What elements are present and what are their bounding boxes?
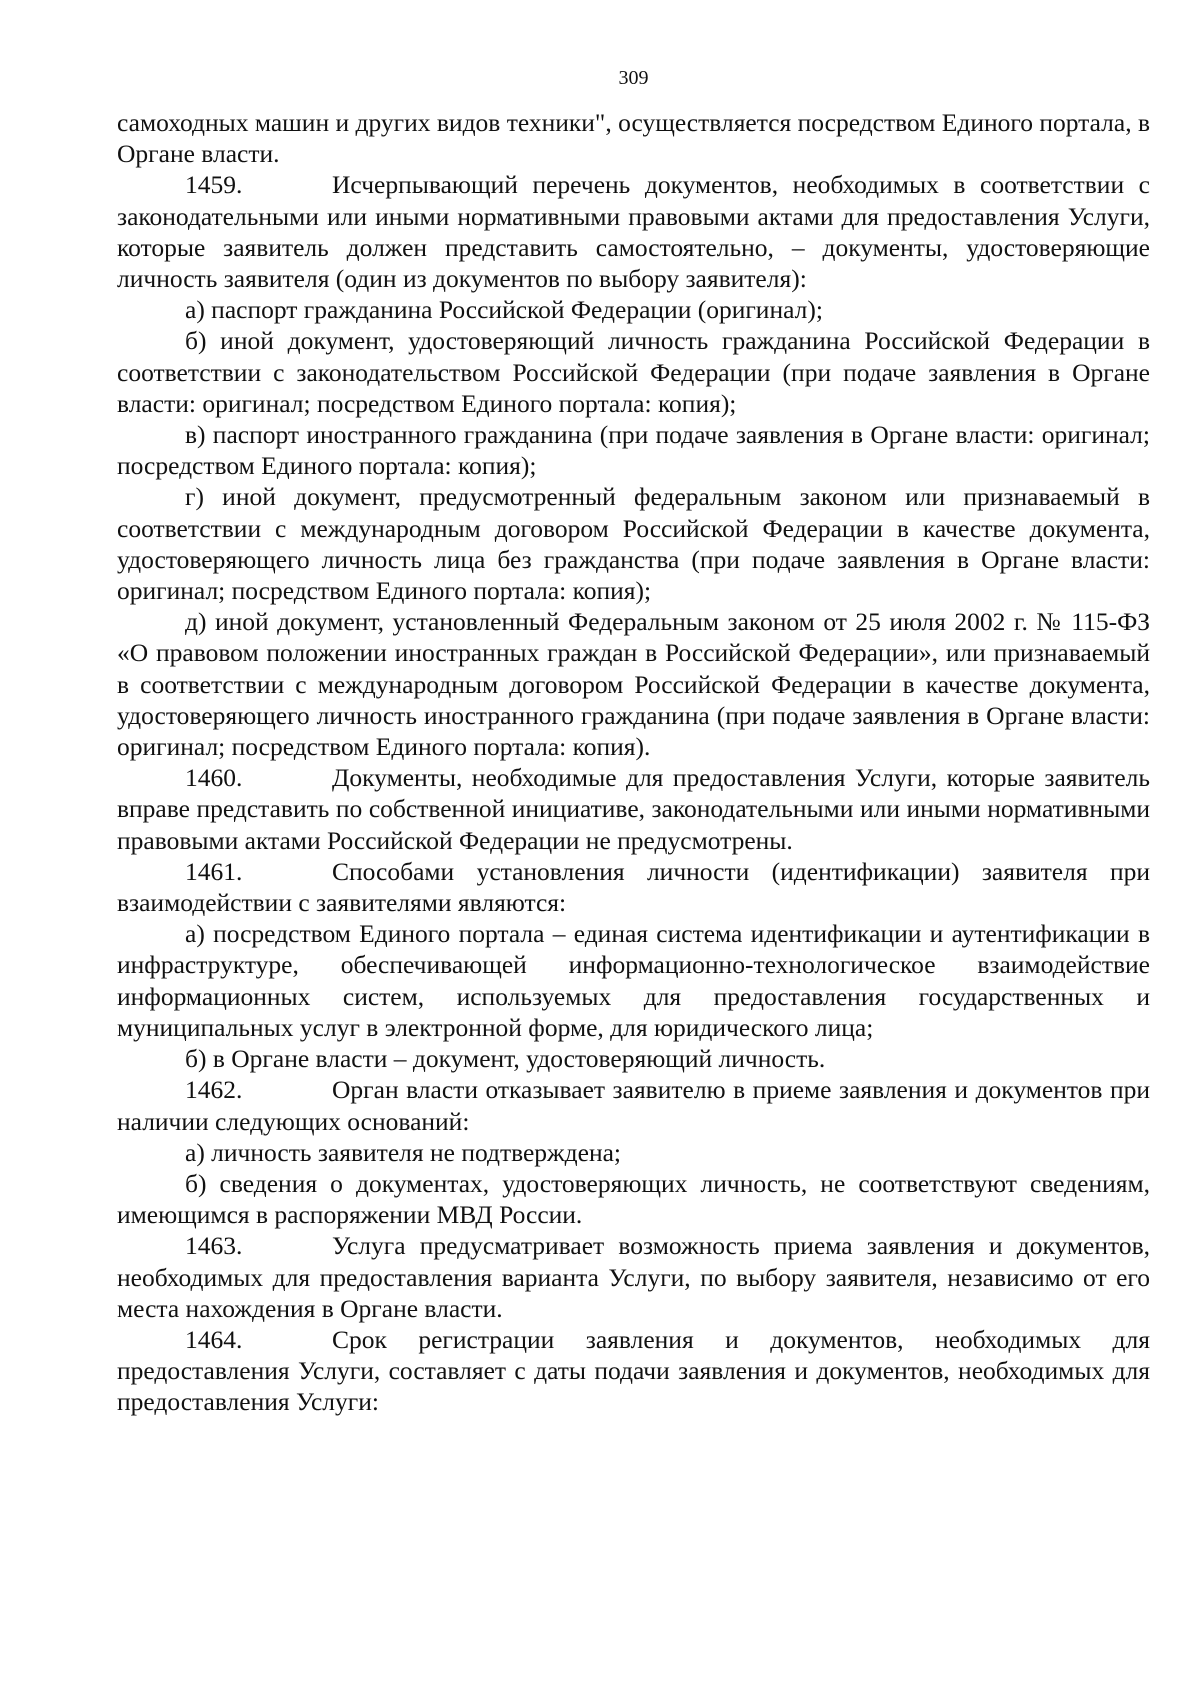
paragraph-text: Исчерпывающий перечень документов, необходимых в соответствии с законодательными или иными нормативными правовыми актами для предоставления Услуги, которые заявитель должен представить самостоятельно, – документы, удостоверяющие личность заявителя (один из документов по выбору заявителя): xyxy=(117,170,1150,294)
clause-number: 1459. xyxy=(185,170,243,200)
text-paragraph xyxy=(117,419,1150,481)
paragraph-text: а) паспорт гражданина Российской Федерации (оригинал); xyxy=(185,295,823,325)
document-body xyxy=(117,107,1150,1418)
text-paragraph xyxy=(117,1043,1150,1074)
clause-number: 1464. xyxy=(185,1324,243,1354)
paragraph-text: г) иной документ, предусмотренный федеральным законом или признаваемый в соответствии с международным договором Российской Федерации в качестве документа, удостоверяющего личность лица без гражданства (при подаче заявления в Органе власти: оригинал; посредством Единого портала: копия); xyxy=(117,482,1150,606)
paragraph-text: Срок регистрации заявления и документов, необходимых для предоставления Услуги, составляет с даты подачи заявления и документов, необходимых для предоставления Услуги: xyxy=(117,1324,1150,1417)
clause-paragraph xyxy=(117,1230,1150,1324)
paragraph-text: Способами установления личности (идентификации) заявителя при взаимодействии с заявителями являются: xyxy=(117,856,1150,918)
paragraph-text: в) паспорт иностранного гражданина (при подаче заявления в Органе власти: оригинал; посредством Единого портала: копия); xyxy=(117,420,1150,481)
clause-number: 1461. xyxy=(185,856,243,886)
clause-paragraph xyxy=(117,856,1150,918)
paragraph-text: Услуга предусматривает возможность приема заявления и документов, необходимых для предоставления варианта Услуги, по выбору заявителя, независимо от его места нахождения в Органе власти. xyxy=(117,1231,1150,1323)
clause-paragraph xyxy=(117,1324,1150,1418)
clause-number: 1460. xyxy=(185,763,243,793)
clause-number: 1463. xyxy=(185,1231,243,1261)
text-paragraph xyxy=(117,107,1150,169)
text-paragraph xyxy=(117,1137,1150,1168)
clause-paragraph xyxy=(117,1074,1150,1136)
paragraph-text: б) иной документ, удостоверяющий личность гражданина Российской Федерации в соответствии с законодательством Российской Федерации (при подаче заявления в Органе власти: оригинал; посредством Единого портала: копия); xyxy=(117,326,1150,418)
paragraph-text: а) посредством Единого портала – единая система идентификации и аутентификации в инфраструктуре, обеспечивающей информационно-технологическое взаимодействие информационных систем, используемых для предоставления государственных и муниципальных услуг в электронной форме, для юридического лица; xyxy=(117,919,1150,1042)
paragraph-text: б) в Органе власти – документ, удостоверяющий личность. xyxy=(185,1044,826,1074)
paragraph-text: а) личность заявителя не подтверждена; xyxy=(185,1137,622,1167)
text-paragraph xyxy=(117,294,1150,325)
text-paragraph xyxy=(117,481,1150,606)
text-paragraph xyxy=(117,606,1150,762)
paragraph-text: Документы, необходимые для предоставления Услуги, которые заявитель вправе представить по собственной инициативе, законодательными или иными нормативными правовыми актами Российской Федерации не предусмотрены. xyxy=(117,763,1150,855)
text-paragraph xyxy=(117,325,1150,419)
clause-paragraph xyxy=(117,169,1150,294)
paragraph-text: д) иной документ, установленный Федеральным законом от 25 июля 2002 г. № 115-ФЗ «О правовом положении иностранных граждан в Российской Федерации», или признаваемый в соответствии с международным договором Российской Федерации в качестве документа, удостоверяющего личность иностранного гражданина (при подаче заявления в Органе власти: оригинал; посредством Единого портала: копия). xyxy=(117,607,1150,762)
text-paragraph xyxy=(117,918,1150,1043)
paragraph-text: самоходных машин и других видов техники", осуществляется посредством Единого портала, в Органе власти. xyxy=(117,108,1150,169)
page-number: 309 xyxy=(618,67,649,89)
clause-paragraph xyxy=(117,762,1150,856)
clause-number: 1462. xyxy=(185,1075,243,1105)
paragraph-text: Орган власти отказывает заявителю в приеме заявления и документов при наличии следующих оснований: xyxy=(117,1075,1150,1136)
text-paragraph xyxy=(117,1168,1150,1230)
paragraph-text: б) сведения о документах, удостоверяющих личность, не соответствуют сведениям, имеющимся в распоряжении МВД России. xyxy=(117,1168,1150,1230)
